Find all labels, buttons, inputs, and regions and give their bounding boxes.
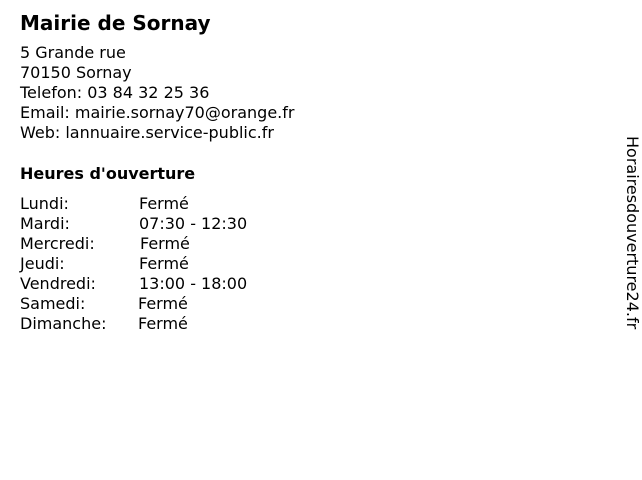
side-brand-watermark: Horairesdouverture24.fr	[623, 136, 642, 330]
hours-row-wednesday	[20, 234, 320, 254]
hours-value: Fermé	[139, 194, 189, 213]
hours-heading: Heures d'ouverture	[20, 164, 196, 183]
street-address: 5 Grande rue	[20, 43, 126, 62]
hours-value: 07:30 - 12:30	[139, 214, 248, 233]
hours-value: Fermé	[139, 254, 189, 273]
hours-row-saturday	[20, 294, 320, 314]
day-label: Dimanche:	[20, 314, 107, 333]
postal-city: 70150 Sornay	[20, 63, 132, 82]
day-label: Vendredi:	[20, 274, 96, 293]
day-label: Mercredi:	[20, 234, 95, 253]
email-address: Email: mairie.sornay70@orange.fr	[20, 103, 295, 122]
day-label: Jeudi:	[20, 254, 65, 273]
hours-value: Fermé	[140, 234, 190, 253]
phone-number: Telefon: 03 84 32 25 36	[20, 83, 210, 102]
opening-hours-table	[20, 194, 320, 334]
day-label: Lundi:	[20, 194, 69, 213]
hours-row-tuesday	[20, 214, 320, 234]
hours-row-friday	[20, 274, 320, 294]
day-label: Mardi:	[20, 214, 70, 233]
contact-block	[20, 43, 294, 143]
hours-value: 13:00 - 18:00	[139, 274, 248, 293]
website: Web: lannuaire.service-public.fr	[20, 123, 274, 142]
day-label: Samedi:	[20, 294, 86, 313]
page-title: Mairie de Sornay	[20, 11, 211, 35]
hours-value: Fermé	[138, 294, 188, 313]
hours-value: Fermé	[138, 314, 188, 333]
hours-row-thursday	[20, 254, 320, 274]
hours-row-sunday	[20, 314, 320, 334]
hours-row-monday	[20, 194, 320, 214]
